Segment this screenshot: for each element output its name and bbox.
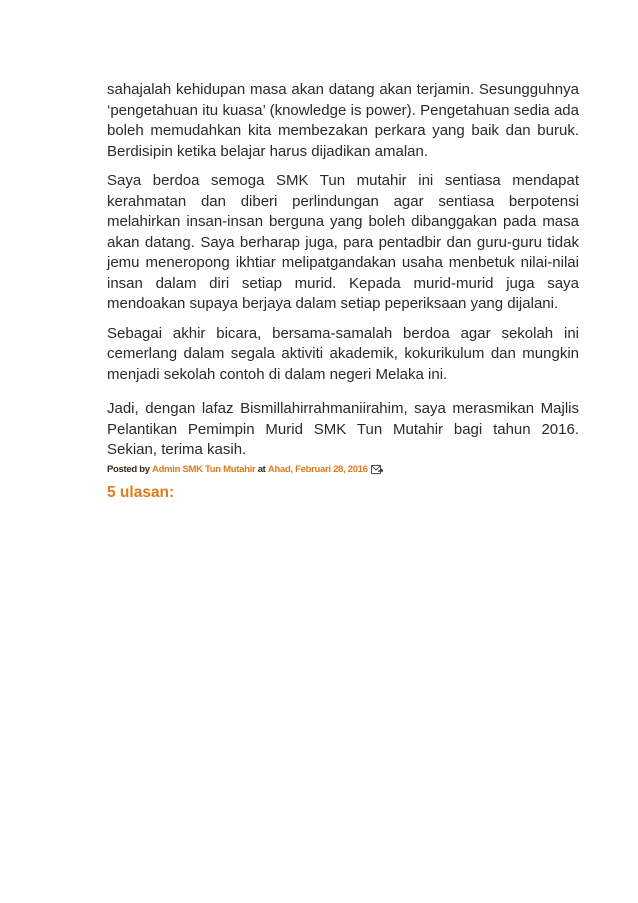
post-paragraph-2: Saya berdoa semoga SMK Tun mutahir ini sentiasa mendapat kerahmatan dan diberi perlindungan agar sentiasa berpotensi melahirkan insan-insan berguna yang boleh dibanggakan pada masa akan datang. Saya berharap juga, para pentadbir dan guru-guru tidak jemu meneropong ikhtiar melipatgandakan usaha menbetuk nilai-nilai insan dalam diri setiap murid. Kepada murid-murid juga saya mendoakan supaya berjaya dalam setiap peperiksaan yang dijalani.	[107, 172, 579, 312]
post-paragraph-3: Sebagai akhir bicara, bersama-samalah berdoa agar sekolah ini cemerlang dalam segala aktiviti akademik, kokurikulum dan mungkin menjadi sekolah contoh di dalam negeri Melaka ini.	[107, 324, 579, 383]
blog-post	[107, 80, 579, 503]
post-footer	[107, 463, 579, 477]
at-label: at	[257, 463, 266, 475]
comments-heading: 5 ulasan:	[107, 483, 175, 501]
post-date-link[interactable]: Ahad, Februari 28, 2016	[267, 463, 368, 475]
posted-by-label: Posted by	[107, 463, 150, 475]
post-paragraph-1: sahajalah kehidupan masa akan datang akan terjamin. Sesungguhnya ‘pengetahuan itu kuasa’ (knowledge is power). Pengetahuan sedia ada boleh memudahkan kita membezakan perkara yang baik dan buruk. Berdisipin ketika belajar harus dijadikan amalan.	[107, 81, 579, 160]
author-link[interactable]: Admin SMK Tun Mutahir	[152, 463, 256, 475]
email-post-icon[interactable]	[371, 465, 384, 475]
post-paragraph-4: Jadi, dengan lafaz Bismillahirrahmaniirahim, saya merasmikan Majlis Pelantikan Pemimpin Murid SMK Tun Mutahir bagi tahun 2016. Sekian, terima kasih.	[107, 400, 579, 458]
